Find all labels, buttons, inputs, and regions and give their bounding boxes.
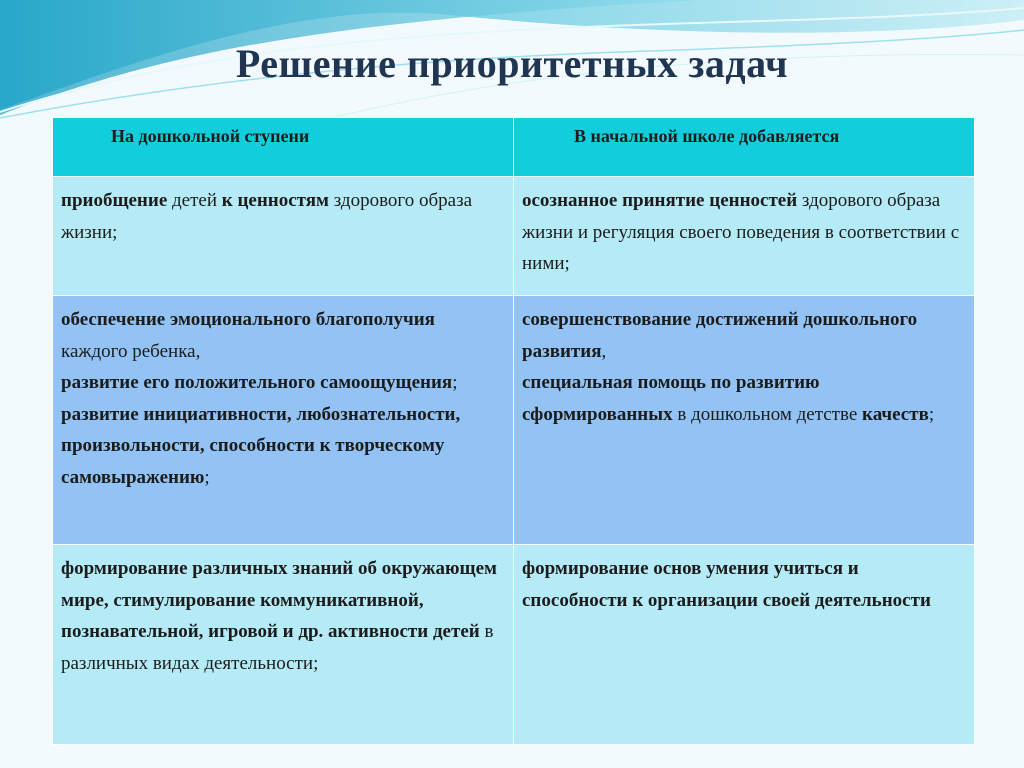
- table-row: [53, 296, 975, 545]
- cell-text: в различных видах деятельности;: [61, 621, 494, 674]
- table-row: [53, 177, 975, 296]
- cell-text-bold: осознанное принятие ценностей: [522, 190, 798, 211]
- table-cell: [53, 545, 514, 745]
- table-row: [53, 545, 975, 745]
- cell-text: здорового образа жизни;: [61, 190, 473, 243]
- cell-text: ;: [928, 403, 935, 425]
- cell-text: ;: [204, 466, 210, 488]
- cell-text: в дошкольном детстве: [672, 403, 863, 425]
- table-header-row: [53, 118, 975, 177]
- header-primary-school: В начальной школе добавляется: [514, 118, 975, 177]
- cell-text-bold: развитие его положительного самоощущения: [61, 372, 453, 393]
- table-cell: [514, 296, 975, 545]
- cell-text-bold: формирование основ умения учиться и способности к организации своей деятельности: [522, 558, 931, 611]
- table-cell: [53, 296, 514, 545]
- cell-text: здорового образа жизни и регуляция своего поведения в соответствии с ними;: [522, 190, 960, 274]
- cell-text-bold: обеспечение эмоционального благополучия: [61, 309, 435, 330]
- cell-text: детей: [167, 190, 222, 211]
- header-preschool: На дошкольной ступени: [53, 118, 514, 177]
- cell-text-bold: совершенствование достижений дошкольного развития: [522, 309, 918, 362]
- cell-text-bold: качеств: [862, 403, 929, 425]
- cell-text-bold: развитие инициативности, любознательности, произвольности, способности к творческому самовыражению: [61, 403, 461, 488]
- cell-text: ,: [601, 340, 607, 362]
- table-cell: [53, 177, 514, 296]
- cell-text-bold: формирование различных знаний об окружающем мире, стимулирование коммуникативной, познавательной, игровой и др. активности детей: [61, 558, 497, 642]
- priorities-table: [52, 117, 975, 745]
- cell-text: ;: [452, 372, 458, 393]
- cell-text-bold: к ценностям: [221, 190, 329, 211]
- table-cell: [514, 545, 975, 745]
- cell-text-bold: приобщение: [61, 190, 168, 211]
- cell-text-bold: специальная помощь по развитию сформированных: [522, 372, 820, 425]
- slide-title: Решение приоритетных задач: [235, 41, 789, 86]
- cell-text: каждого ребенка,: [61, 340, 201, 362]
- table-cell: [514, 177, 975, 296]
